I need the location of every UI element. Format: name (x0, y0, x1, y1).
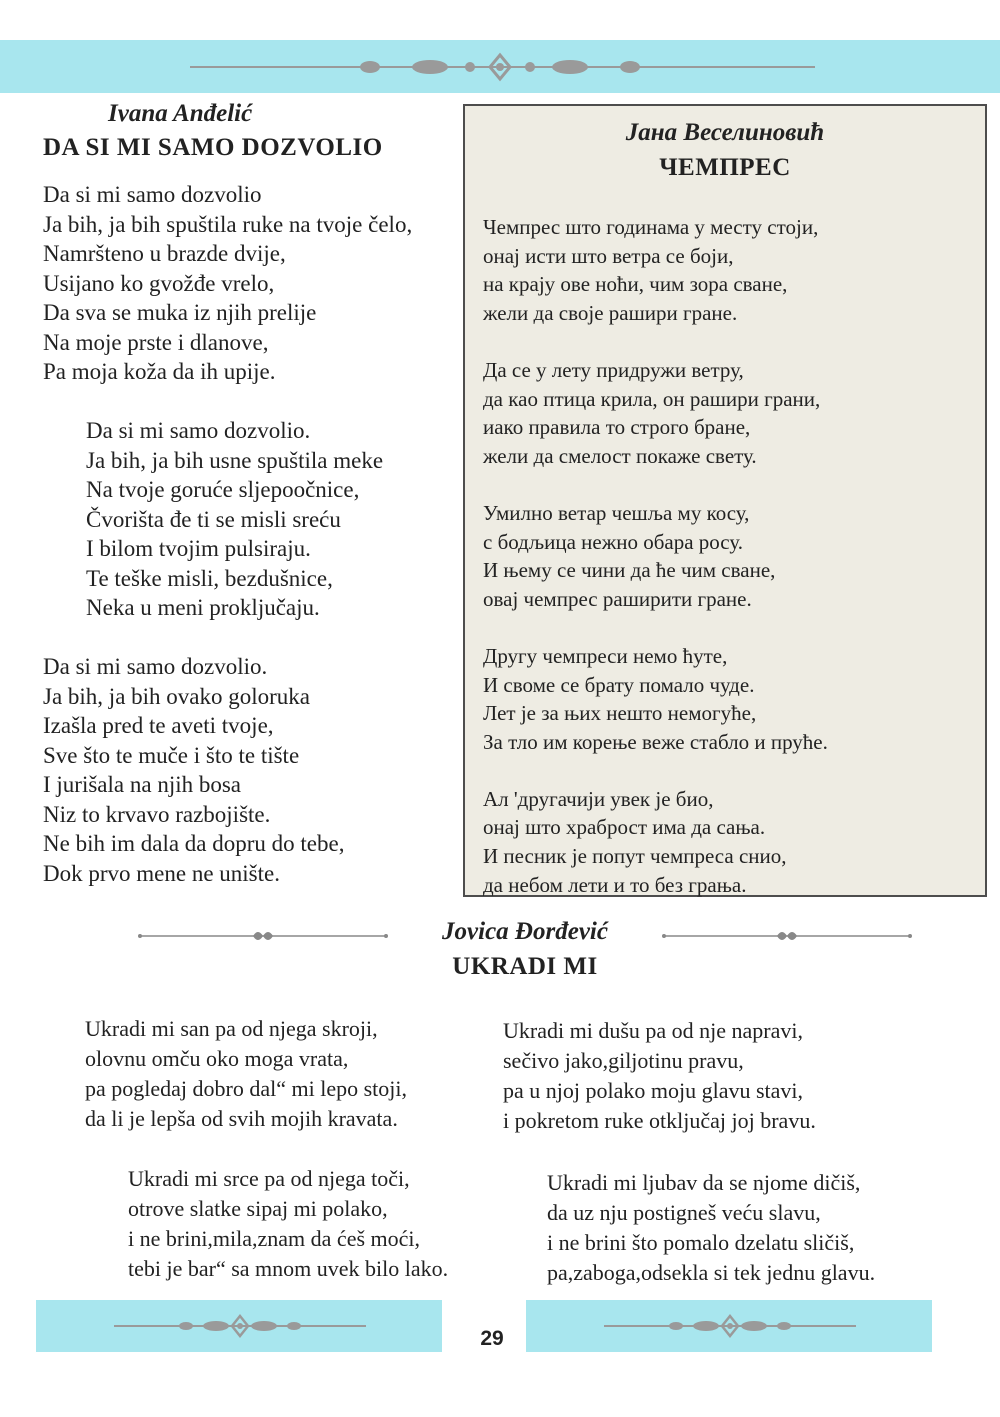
verse-line: И песник је попут чемпреса снио, (483, 844, 787, 869)
verse-line: иако правила то строго бране, (483, 415, 751, 440)
verse-line: olovnu omču oko moga vrata, (85, 1046, 349, 1071)
stanza (483, 213, 828, 327)
verse-line: Умилно ветар чешља му косу, (483, 500, 750, 525)
verse-line: da li je lepša od svih mojih kravata. (85, 1106, 398, 1131)
verse-line: Ukradi mi srce pa od njega toči, (128, 1166, 410, 1191)
verse-line: otrove slatke sipaj mi polako, (128, 1196, 388, 1221)
poem-left-body (43, 180, 412, 918)
stanza (483, 499, 828, 613)
stanza (86, 416, 412, 623)
flourish-ornament-icon (0, 40, 1000, 93)
stanza (483, 356, 828, 470)
verse-line: Da si mi samo dozvolio. (86, 418, 311, 443)
top-decorative-band (0, 40, 1000, 93)
verse-line: онај исти што ветра се боји, (483, 243, 734, 268)
verse-line: pa pogledaj dobro dal“ mi lepo stoji, (85, 1076, 407, 1101)
bottom-right-decorative-band (526, 1300, 932, 1352)
page-number: 29 (480, 1327, 504, 1350)
verse-line: Da si mi samo dozvolio (43, 182, 262, 207)
verse-line: Usijano ko gvožđe vrelo, (43, 270, 275, 296)
verse-line: I jurišala na njih bosa (43, 772, 242, 797)
verse-line: Namršteno u brazde dvije, (43, 241, 286, 266)
stanza (483, 785, 828, 899)
verse-line: Ja bih, ja bih usne spuštila meke (86, 447, 384, 473)
verse-line: Pa moja koža da ih upije. (43, 359, 276, 384)
stanza (128, 1164, 448, 1284)
poem-bottom-title: UKRADI MI (452, 953, 598, 980)
stanza (547, 1168, 875, 1288)
verse-line: I bilom tvojim pulsiraju. (86, 536, 311, 561)
verse-line: Ja bih, ja bih ovako goloruka (43, 683, 311, 709)
verse-line: da uz nju postigneš veću slavu, (547, 1200, 821, 1225)
verse-line: Чемпрес што годинама у месту стоји, (483, 215, 819, 239)
verse-line: да као птица крила, он рашири грани, (483, 386, 821, 411)
verse-line: онај што храброст има да сања. (483, 815, 766, 840)
verse-line: Ukradi mi ljubav da se njome dičiš, (547, 1170, 861, 1195)
poem-box-body (483, 213, 828, 928)
verse-line: на крају ове ноћи, чим зора сване, (483, 272, 788, 297)
verse-line: Da si mi samo dozvolio. (43, 654, 268, 679)
verse-line: i pokretom ruke otključaj joj bravu. (503, 1108, 816, 1133)
verse-line: Другу чемпреси немо ћуте, (483, 643, 728, 668)
verse-line: Ал 'другачији увек је био, (483, 786, 714, 811)
verse-line: pa u njoj polako moju glavu stavi, (503, 1078, 804, 1103)
verse-line: pa,zaboga,odsekla si tek jednu glavu. (547, 1260, 876, 1285)
bottom-left-decorative-band (36, 1300, 442, 1352)
verse-line: Čvorišta đe ti se misli sreću (86, 506, 341, 532)
poem-bottom-author: Jovica Đorđević (442, 918, 608, 945)
verse-line: И њему се чини да ће чим сване, (483, 558, 776, 583)
poem-box-author: Јана Веселиновић (625, 119, 825, 146)
poem-box-panel (463, 104, 987, 897)
verse-line: Na tvoje goruće sljepoočnice, (86, 477, 360, 502)
verse-line: Да се у лету придружи ветру, (483, 357, 744, 382)
verse-line: Ja bih, ja bih spuštila ruke na tvoje čelo, (43, 211, 413, 237)
poem-left-author: Ivana Anđelić (108, 100, 253, 127)
verse-line: sečivo jako,giljotinu pravu, (503, 1048, 744, 1073)
stanza (85, 1014, 407, 1134)
verse-line: i ne brini što pomalo dzelatu sličiš, (547, 1230, 855, 1255)
verse-line: И своме се брату помало чуде. (483, 672, 755, 697)
stanza (483, 642, 828, 756)
verse-line: Na moje prste i dlanove, (43, 329, 269, 355)
verse-line: жели да своје рашири гране. (483, 300, 738, 325)
verse-line: Ukradi mi san pa od njega skroji, (85, 1016, 378, 1041)
verse-line: i ne brini,mila,znam da ćeš moći, (128, 1226, 421, 1251)
verse-line: Izašla pred te aveti tvoje, (43, 713, 274, 738)
flourish-ornament-icon (526, 1300, 932, 1352)
flourish-ornament-icon (36, 1300, 442, 1352)
verse-line: Ukradi mi dušu pa od nje napravi, (503, 1018, 803, 1043)
verse-line: Лет је за њих нешто немогуће, (483, 701, 757, 726)
poem-left-title: DA SI MI SAMO DOZVOLIO (43, 134, 383, 161)
verse-line: Dok prvo mene ne unište. (43, 860, 280, 886)
stanza (43, 180, 412, 387)
verse-line: Niz to krvavo razbojište. (43, 801, 271, 827)
verse-line: да небом лети и то без грања. (483, 872, 747, 897)
verse-line: Neka u meni proključaju. (86, 595, 320, 620)
verse-line: Da sva se muka iz njih prelije (43, 300, 317, 325)
verse-line: tebi je bar“ sa mnom uvek bilo lako. (128, 1256, 449, 1281)
verse-line: За тло им корење веже стабло и пруће. (483, 729, 828, 754)
stanza (43, 652, 412, 888)
verse-line: овај чемпрес раширити гране. (483, 586, 752, 611)
verse-line: Ne bih im dala da dopru do tebe, (43, 831, 345, 856)
verse-line: жели да смелост покаже свету. (483, 443, 757, 468)
poem-box-title: ЧЕМПРЕС (659, 154, 791, 181)
verse-line: с бодљица нежно обара росу. (483, 529, 743, 554)
stanza (503, 1016, 816, 1136)
verse-line: Te teške misli, bezdušnice, (86, 565, 333, 591)
verse-line: Sve što te muče i što te tište (43, 742, 300, 768)
